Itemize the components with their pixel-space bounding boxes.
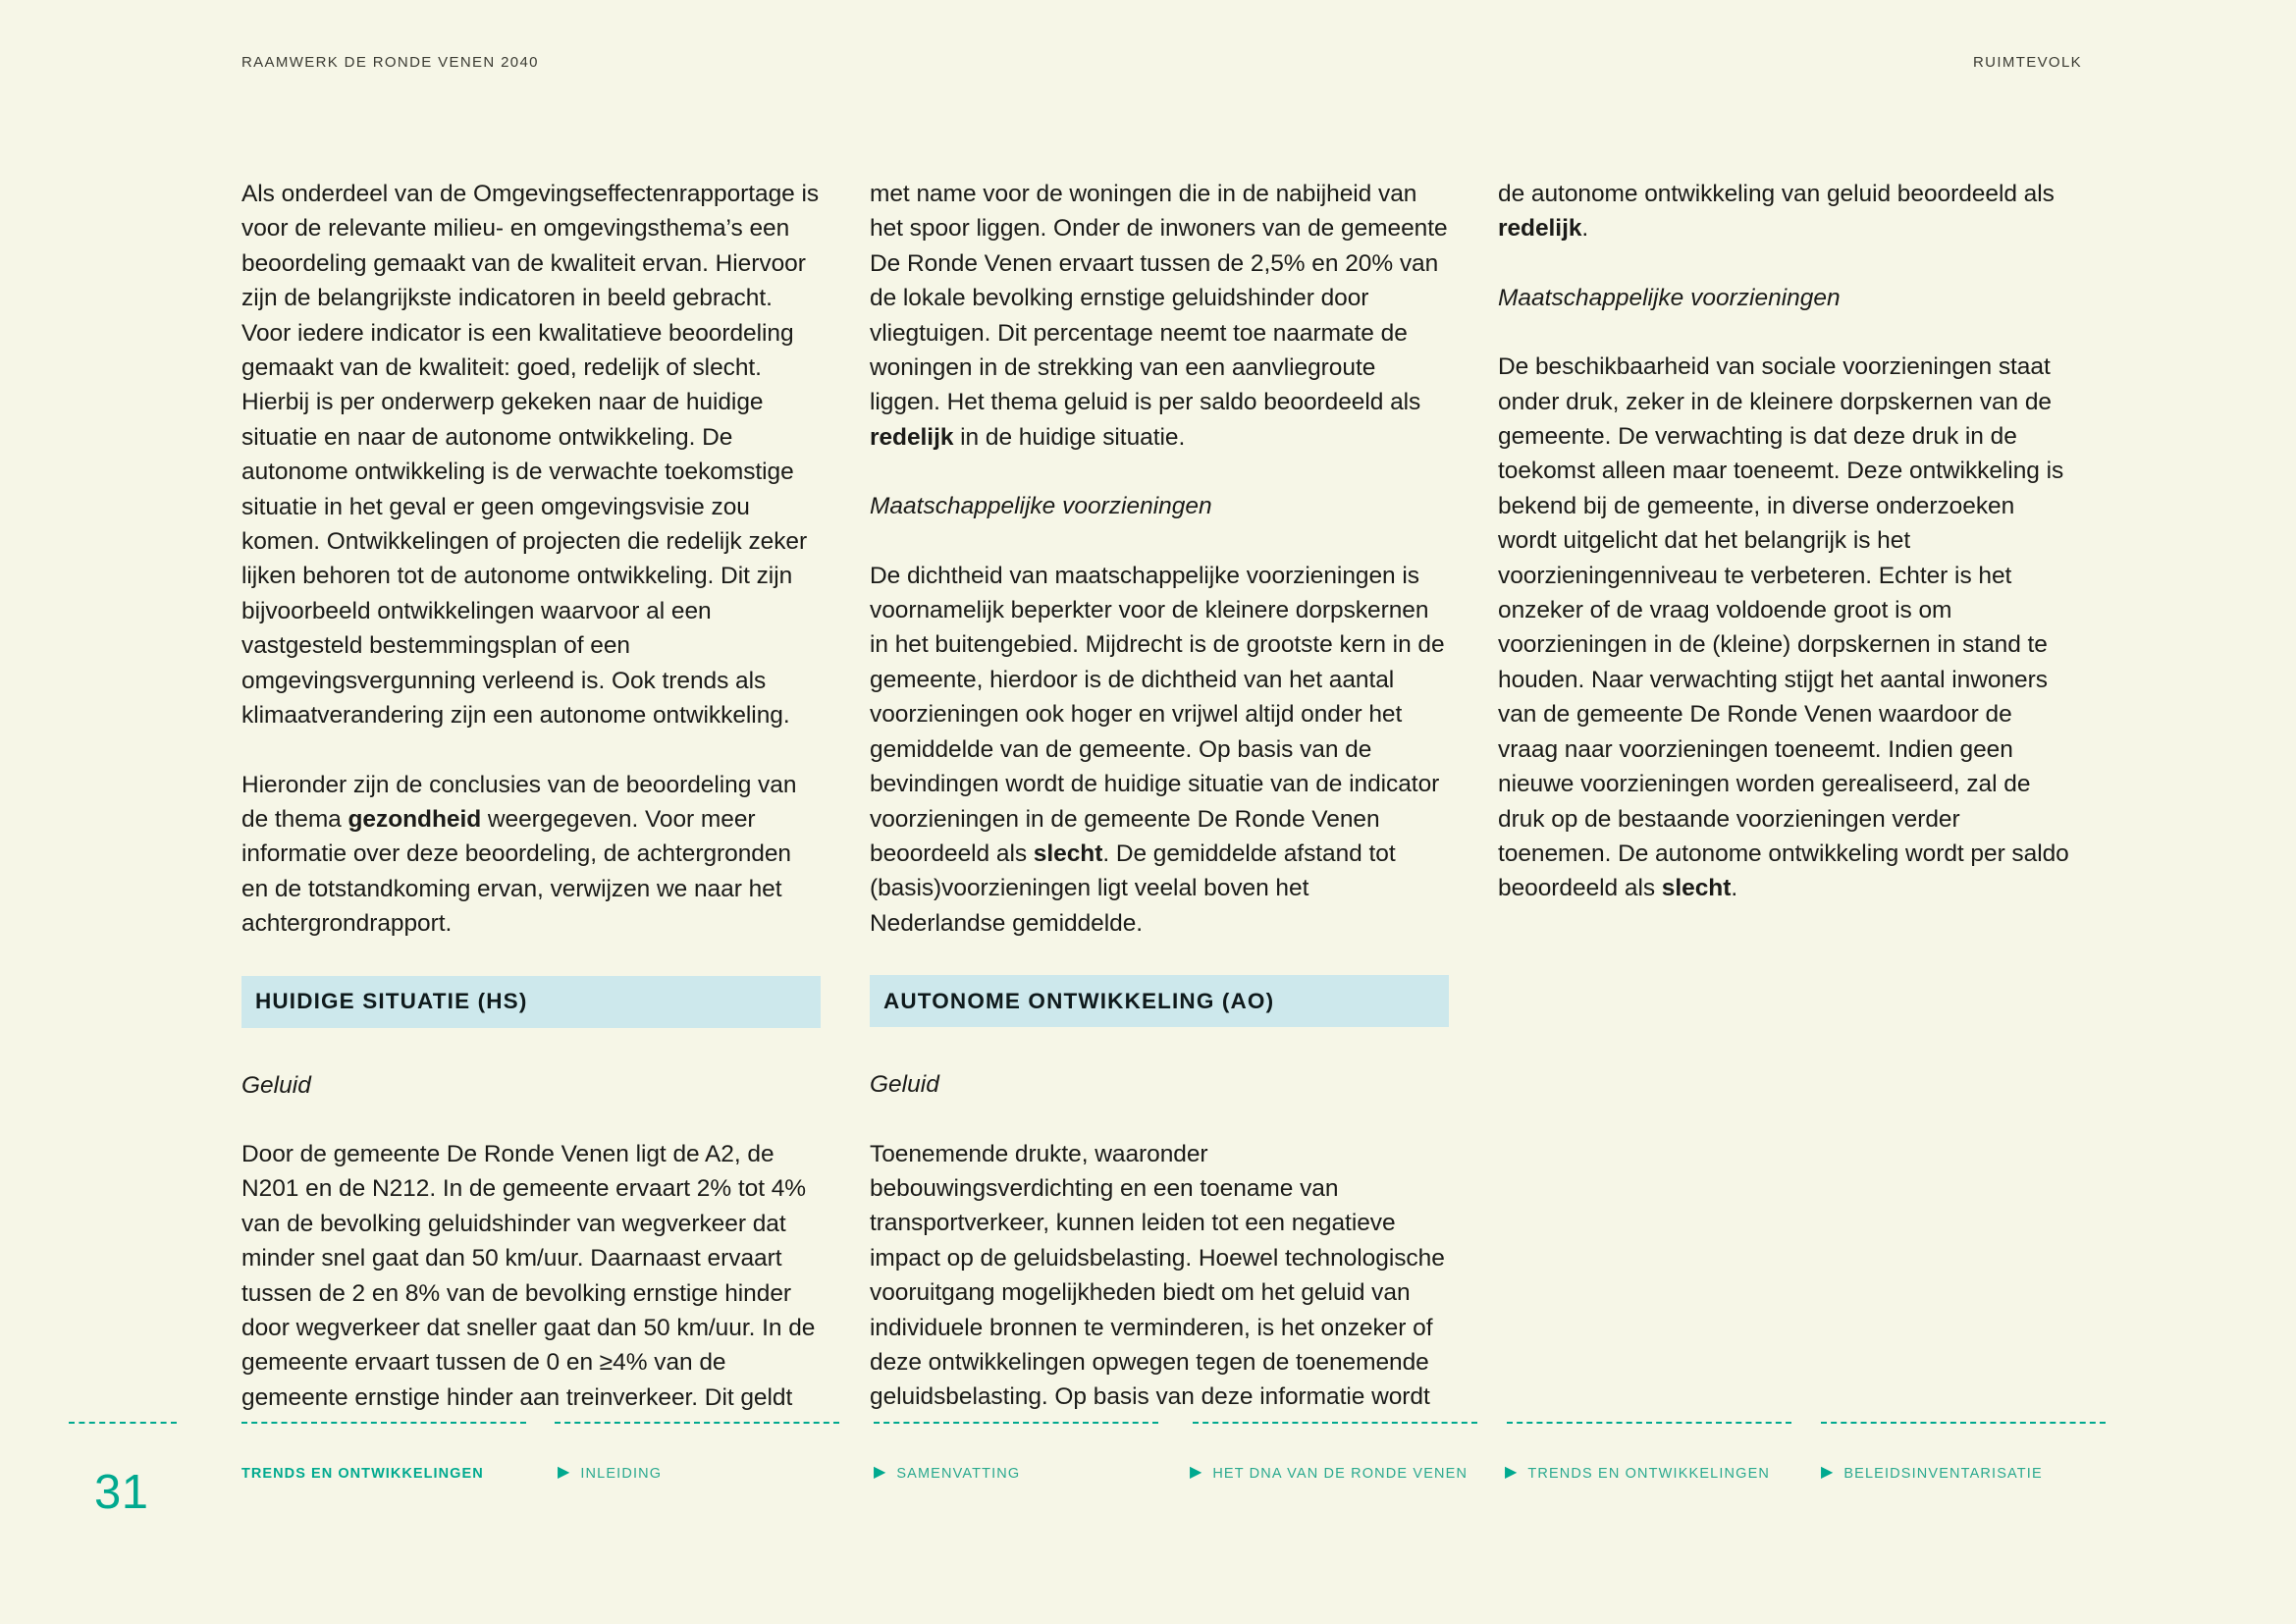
col3-subheading-maatschappelijke-voorzieningen: Maatschappelijke voorzieningen (1498, 284, 1841, 311)
col3-p2-post: . (1731, 875, 1738, 902)
play-triangle-icon: ▶ (1190, 1464, 1202, 1481)
column-2 (870, 177, 1449, 1415)
col2-p1-bold: redelijk (870, 423, 954, 451)
page-number: 31 (94, 1466, 149, 1519)
col2-p1-post: in de huidige situatie. (953, 423, 1186, 451)
footer-item-label: TRENDS EN ONTWIKKELINGEN (1527, 1466, 1771, 1482)
play-triangle-icon: ▶ (874, 1464, 886, 1481)
col2-subheading-geluid: Geluid (870, 1071, 939, 1099)
footer-rule (69, 1422, 177, 1424)
col2-p2-bold: slecht (1033, 839, 1103, 867)
play-triangle-icon: ▶ (1821, 1464, 1834, 1481)
footer-item-label: BELEIDSINVENTARISATIE (1843, 1466, 2043, 1482)
footer-item-beleidsinventarisatie[interactable] (1821, 1466, 2043, 1482)
running-head (0, 54, 2296, 71)
footer-navigation (0, 1422, 2296, 1540)
col3-paragraph-1 (1498, 177, 2077, 246)
col2-p2-pre: De dichtheid van maatschappelijke voorzieningen is voornamelijk beperkter voor de kleinere dorpskernen in het buitengebied. Mijdrecht is de grootste kern in de gemeente, hierdoor is de dichtheid van het aantal voorzieningen ook hoger en vrijwel altijd onder het gemiddelde van de gemeente. Op basis van de bevindingen wordt de huidige situatie van de indicator voorzieningen in de gemeente De Ronde Venen beoordeeld als (870, 562, 1445, 867)
col2-paragraph-1 (870, 177, 1449, 455)
col1-paragraph-1: Als onderdeel van de Omgevingseffectenrapportage is voor de relevante milieu- en omgevingsthema’s een beoordeling gemaakt van de kwaliteit ervan. Hiervoor zijn de belangrijkste indicatoren in beeld gebracht. Voor iedere indicator is een kwalitatieve beoordeling gemaakt van de kwaliteit: goed, redelijk of slecht. Hierbij is per onderwerp gekeken naar de huidige situatie en naar de autonome ontwikkeling. De autonome ontwikkeling is de verwachte toekomstige situatie in het geval er geen omgevingsvisie zou komen. Ontwikkelingen of projecten die redelijk zeker lijken behoren tot de autonome ontwikkeling. Dit zijn bijvoorbeeld ontwikkelingen waarvoor al een vastgesteld bestemmingsplan of een omgevingsvergunning verleend is. Ook trends als klimaatverandering zijn een autonome ontwikkeling. (241, 181, 820, 730)
column-1 (241, 177, 821, 1415)
col2-paragraph-3: Toenemende drukte, waaronder bebouwingsverdichting en een toename van transportverkeer, kunnen leiden tot een negatieve impact op de geluidsbelasting. Hoewel technologische vooruitgang mogelijkheden biedt om het geluid van individuele bronnen te verminderen, is het onzeker of deze ontwikkelingen opwegen tegen de toenemende geluidsbelasting. Op basis van deze informatie wordt (870, 1140, 1445, 1411)
play-triangle-icon: ▶ (558, 1464, 570, 1481)
column-3 (1498, 177, 2077, 1415)
footer-item-label: TRENDS EN ONTWIKKELINGEN (241, 1466, 484, 1482)
running-head-right: RUIMTEVOLK (1972, 54, 2082, 71)
section-band-label: AUTONOME ONTWIKKELING (AO) (883, 988, 1275, 1013)
section-band-label: HUIDIGE SITUATIE (HS) (255, 989, 528, 1014)
col2-p2-post: . De gemiddelde afstand tot (basis)voorzieningen ligt veelal boven het Nederlandse gemiddelde. (870, 839, 1396, 937)
play-triangle-icon: ▶ (1505, 1464, 1518, 1481)
col2-paragraph-2 (870, 559, 1449, 941)
footer-rule (555, 1422, 839, 1424)
footer-rule (1507, 1422, 1791, 1424)
section-band-huidige-situatie (241, 976, 821, 1028)
col1-p2-bold: gezondheid (347, 805, 482, 833)
col1-paragraph-2 (241, 768, 821, 942)
section-band-autonome-ontwikkeling (870, 975, 1449, 1027)
col1-p2-post: weergegeven. Voor meer informatie over deze beoordeling, de achtergronden en de totstandkoming ervan, verwijzen we naar het achtergrondrapport. (241, 805, 792, 938)
col3-paragraph-2 (1498, 350, 2077, 906)
col1-p2-pre: Hieronder zijn de conclusies van de beoordeling van de thema (241, 771, 797, 833)
footer-item-inleiding[interactable] (558, 1466, 662, 1482)
footer-item-label: HET DNA VAN DE RONDE VENEN (1212, 1466, 1468, 1482)
col2-subheading-maatschappelijke-voorzieningen: Maatschappelijke voorzieningen (870, 493, 1212, 520)
body-columns (241, 177, 2077, 1415)
footer-item-trends-en-ontwikkelingen[interactable] (1505, 1466, 1770, 1482)
col2-p1-pre: met name voor de woningen die in de nabijheid van het spoor liggen. Onder de inwoners van de gemeente De Ronde Venen ervaart tussen de 2,5% en 20% van de lokale bevolking ernstige geluidshinder door vliegtuigen. Dit percentage neemt toe naarmate de woningen in de strekking van een aanvliegroute liggen. Het thema geluid is per saldo beoordeeld als (870, 181, 1448, 416)
col3-p1-post: . (1581, 215, 1589, 243)
col3-p2-pre: De beschikbaarheid van sociale voorzieningen staat onder druk, zeker in de kleinere dorpskernen van de gemeente. De verwachting is dat deze druk in de toekomst alleen maar toeneemt. Deze ontwikkeling is bekend bij de gemeente, in diverse onderzoeken wordt uitgelicht dat het belangrijk is het voorzieningenniveau te verbeteren. Echter is het onzeker of de vraag voldoende groot is om voorzieningen in de (kleine) dorpskernen in stand te houden. Naar verwachting stijgt het aantal inwoners van de gemeente De Ronde Venen waardoor de vraag naar voorzieningen toeneemt. Indien geen nieuwe voorzieningen worden gerealiseerd, zal de druk op de bestaande voorzieningen verder toenemen. De autonome ontwikkeling wordt per saldo beoordeeld als (1498, 353, 2069, 902)
footer-rule (1193, 1422, 1477, 1424)
footer-item-trends-en-ontwikkelingen-current[interactable] (241, 1466, 484, 1482)
footer-rule (241, 1422, 526, 1424)
footer-item-label: SAMENVATTING (896, 1466, 1021, 1482)
col1-paragraph-3: Door de gemeente De Ronde Venen ligt de A2, de N201 en de N212. In de gemeente ervaart 2% tot 4% van de bevolking geluidshinder van wegverkeer dat minder snel gaat dan 50 km/uur. Daarnaast ervaart tussen de 2 en 8% van de bevolking ernstige hinder door wegverkeer dat sneller gaat dan 50 km/uur. In de gemeente ervaart tussen de 0 en ≥4% van de gemeente ernstige hinder aan treinverkeer. Dit geldt (241, 1140, 816, 1411)
footer-rule (874, 1422, 1158, 1424)
running-head-left: RAAMWERK DE RONDE VENEN 2040 (241, 54, 539, 71)
footer-item-label: INLEIDING (580, 1466, 663, 1482)
col1-subheading-geluid: Geluid (241, 1071, 311, 1099)
col3-p2-bold: slecht (1661, 875, 1732, 902)
col3-p1-bold: redelijk (1498, 215, 1582, 243)
col3-p1-pre: de autonome ontwikkeling van geluid beoordeeld als (1498, 181, 2055, 207)
footer-item-het-dna-van-de-ronde-venen[interactable] (1190, 1466, 1468, 1482)
footer-rule (1821, 1422, 2106, 1424)
footer-item-samenvatting[interactable] (874, 1466, 1020, 1482)
